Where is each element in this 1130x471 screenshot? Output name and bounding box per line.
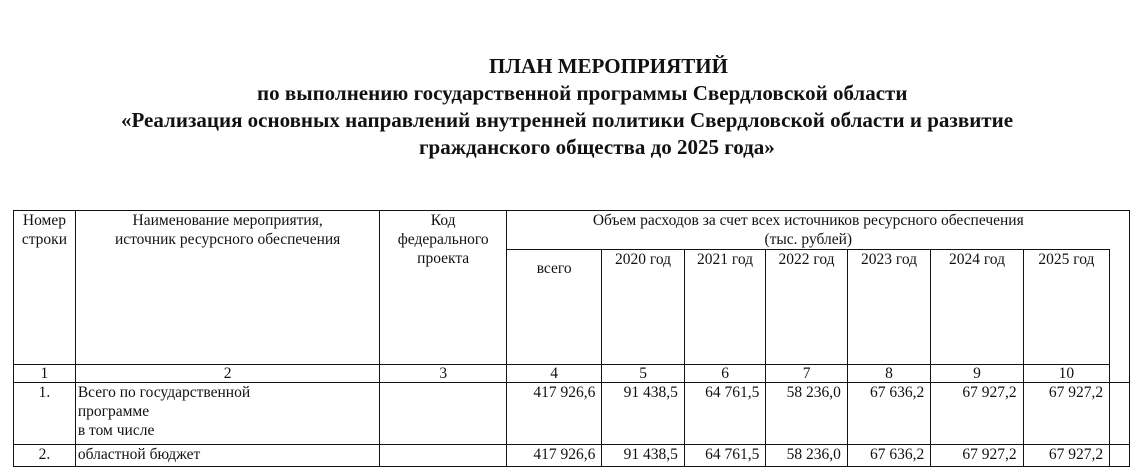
- header-expenses: [506, 211, 1109, 250]
- header-expenses-l1: Объем расходов за счет всех источников ресурсного обеспечения: [592, 212, 1024, 229]
- column-number: 4: [506, 365, 601, 383]
- row-number: 1.: [14, 383, 76, 445]
- table-row: [14, 445, 1130, 467]
- header-edge-cell: [1110, 211, 1130, 250]
- column-number: 6: [684, 365, 766, 383]
- header-year-2022: 2022 год: [766, 250, 848, 365]
- row-2024: 67 927,2: [931, 445, 1023, 467]
- row-2020: 91 438,5: [602, 445, 685, 467]
- header-row-number: [14, 211, 76, 365]
- row-edge-cell: [1110, 445, 1130, 467]
- row-2023: 67 636,2: [847, 383, 930, 445]
- header-federal-code-l1: Код: [430, 212, 456, 229]
- row-total: 417 926,6: [506, 383, 601, 445]
- row-2021: 64 761,5: [684, 383, 766, 445]
- row-2022: 58 236,0: [766, 383, 848, 445]
- header-federal-code: [380, 211, 507, 365]
- header-edge-cell-2: [1110, 250, 1130, 365]
- column-number: 2: [75, 365, 380, 383]
- column-number: 8: [847, 365, 930, 383]
- title-line-3: «Реализация основных направлений внутренней политики Свердловской области и развитие: [121, 108, 1014, 132]
- header-expenses-l2: (тыс. рублей): [764, 231, 853, 248]
- header-row-number-l1: Номер: [22, 212, 66, 229]
- row-2023: 67 636,2: [847, 445, 930, 467]
- header-year-2020: 2020 год: [602, 250, 685, 365]
- column-number-edge: [1110, 365, 1130, 383]
- row-total: 417 926,6: [506, 445, 601, 467]
- header-year-2025: 2025 год: [1023, 250, 1109, 365]
- row-name: [75, 445, 380, 467]
- header-year-2021: 2021 год: [684, 250, 766, 365]
- row-2025: 67 927,2: [1023, 383, 1109, 445]
- row-edge-cell: [1110, 383, 1130, 445]
- row-number: 2.: [14, 445, 76, 467]
- row-name-line: Всего по государственной: [77, 384, 251, 401]
- column-number: 1: [14, 365, 76, 383]
- header-federal-code-l3: проекта: [417, 250, 470, 267]
- title-line-1: ПЛАН МЕРОПРИЯТИЙ: [489, 54, 728, 78]
- title-line-4: гражданского общества до 2025 года»: [419, 135, 775, 159]
- row-2021: 64 761,5: [684, 445, 766, 467]
- row-name: [75, 383, 380, 445]
- column-number: 7: [766, 365, 848, 383]
- row-2020: 91 438,5: [602, 383, 685, 445]
- row-federal-code: [380, 445, 507, 467]
- title-line-2: по выполнению государственной программы Свердловской области: [257, 81, 908, 105]
- row-name-line: в том числе: [77, 422, 155, 439]
- header-total: всего: [506, 250, 601, 365]
- header-event-name-l1: Наименование мероприятия,: [132, 212, 323, 229]
- row-2025: 67 927,2: [1023, 445, 1109, 467]
- row-2022: 58 236,0: [766, 445, 848, 467]
- row-name-line: программе: [77, 403, 150, 420]
- table-row: [14, 383, 1130, 445]
- row-2024: 67 927,2: [931, 383, 1023, 445]
- row-name-line: областной бюджет: [77, 446, 201, 463]
- header-event-name-l2: источник ресурсного обеспечения: [114, 231, 341, 248]
- header-year-2023: 2023 год: [847, 250, 930, 365]
- header-event-name: [75, 211, 380, 365]
- header-federal-code-l2: федерального: [397, 231, 489, 248]
- column-number: 5: [602, 365, 685, 383]
- row-federal-code: [380, 383, 507, 445]
- header-row-number-l2: строки: [21, 231, 67, 248]
- column-number: 9: [931, 365, 1023, 383]
- column-number: 3: [380, 365, 507, 383]
- column-number: 10: [1023, 365, 1109, 383]
- header-year-2024: 2024 год: [931, 250, 1023, 365]
- plan-table: [13, 210, 1130, 467]
